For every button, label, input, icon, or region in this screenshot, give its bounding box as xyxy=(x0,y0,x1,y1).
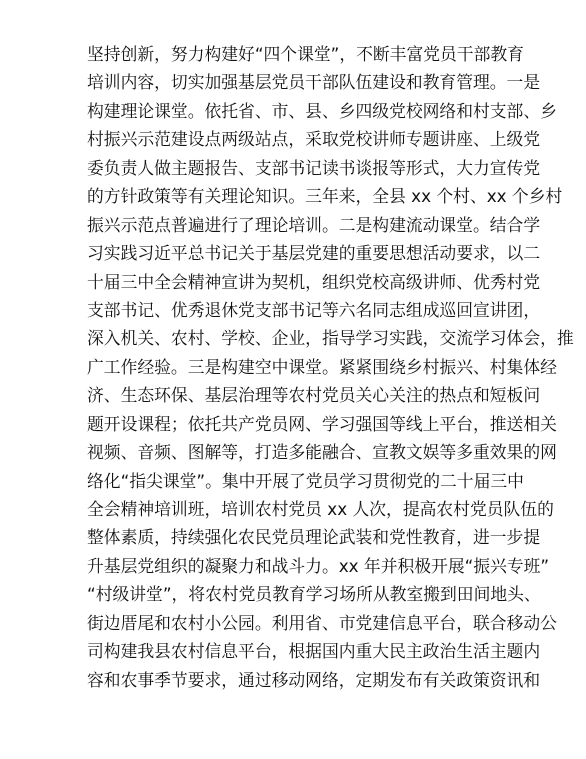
text-line-16: 络化“指尖课堂”。集中开展了党员学习贯彻党的二十届三中 xyxy=(87,470,524,491)
text-line-17: 全会精神培训班，培训农村党员 xx 人次，提高农村党员队伍的 xyxy=(87,499,554,519)
text-line-18: 整体素质，持续强化农民党员理论武装和党性教育，进一步提 xyxy=(87,527,541,548)
text-line-8: 习实践习近平总书记关于基层党建的重要思想活动要求，以二 xyxy=(87,243,541,264)
text-line-1: 坚持创新，努力构建好“四个课堂”，不断丰富党员干部教育 xyxy=(87,44,524,64)
text-line-22: 司构建我县农村信息平台，根据国内重大民主政治生活主题内 xyxy=(87,641,541,662)
text-line-4: 村振兴示范建设点两级站点，采取党校讲师专题讲座、上级党 xyxy=(87,129,541,150)
text-line-5: 委负责人做主题报告、支部书记读书谈报等形式，大力宣传党 xyxy=(87,157,541,178)
text-line-21: 街边厝尾和农村小公园。利用省、市党建信息平台，联合移动公 xyxy=(87,612,557,633)
text-line-20: “村级讲堂”，将农村党员教育学习场所从教室搬到田间地头、 xyxy=(87,584,541,605)
text-line-12: 广工作经验。三是构建空中课堂。紧紧围绕乡村振兴、村集体经 xyxy=(87,356,557,377)
text-line-15: 视频、音频、图解等，打造多能融合、宣教文娱等多重效果的网 xyxy=(87,442,557,463)
text-line-10: 支部书记、优秀退休党支部书记等六名同志组成巡回宣讲团， xyxy=(87,299,541,320)
text-line-7: 振兴示范点普遍进行了理论培训。二是构建流动课堂。结合学 xyxy=(87,214,541,235)
text-line-14: 题开设课程；依托共产党员网、学习强国等线上平台，推送相关 xyxy=(87,413,557,434)
text-line-6: 的方针政策等有关理论知识。三年来，全县 xx 个村、xx 个乡村 xyxy=(87,186,563,207)
body-paragraph xyxy=(87,40,574,694)
text-line-3: 构建理论课堂。依托省、市、县、乡四级党校网络和村支部、乡 xyxy=(87,100,557,121)
text-line-19: 升基层党组织的凝聚力和战斗力。xx 年并积极开展“振兴专班” xyxy=(87,555,550,576)
text-line-23: 容和农事季节要求，通过移动网络，定期发布有关政策资讯和 xyxy=(87,669,541,690)
text-line-9: 十届三中全会精神宣讲为契机，组织党校高级讲师、优秀村党 xyxy=(87,271,541,292)
text-line-2: 培训内容，切实加强基层党员干部队伍建设和教育管理。一是 xyxy=(87,72,541,93)
text-line-11: 深入机关、农村、学校、企业，指导学习实践，交流学习体会，推 xyxy=(87,328,574,349)
text-line-13: 济、生态环保、基层治理等农村党员关心关注的热点和短板问 xyxy=(87,385,541,406)
